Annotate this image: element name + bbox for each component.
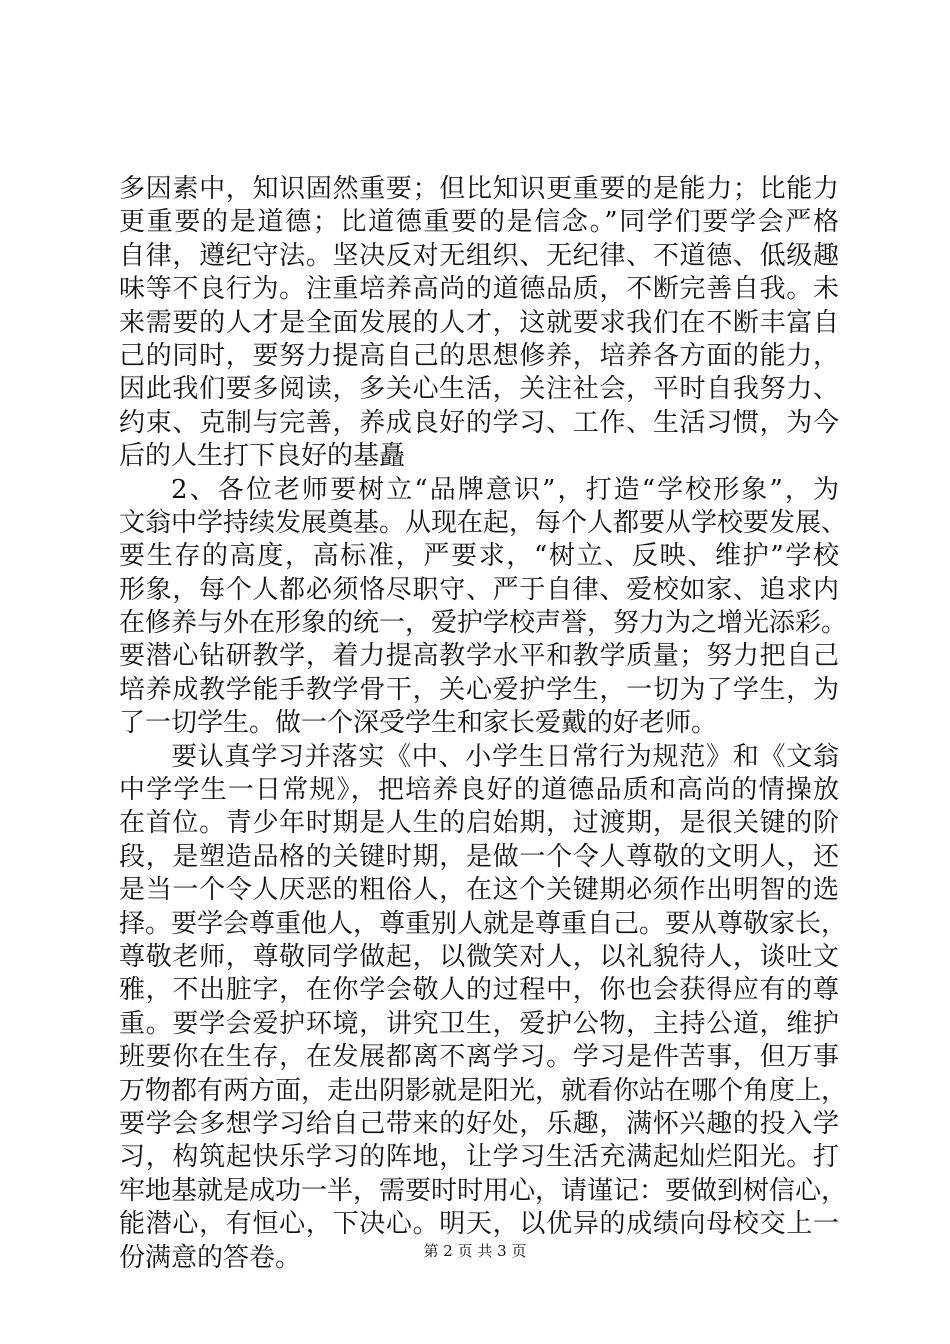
text-line: 牢地基就是成功一半，需要时时用心，请谨记：要做到树信心，: [119, 1175, 848, 1206]
text-line: 形象，每个人都必须恪尽职守、严于自律、爱校如家、追求内: [119, 574, 839, 605]
text-line: 多因素中，知识固然重要；但比知识更重要的是能力；比能力: [119, 174, 839, 204]
text-line: 因此我们要多阅读，多关心生活，关注社会，平时自我努力、: [119, 374, 839, 405]
text-line: 了一切学生。做一个深受学生和家长爱戴的好老师。: [119, 708, 718, 739]
text-line: 段，是塑造品格的关键时期，是做一个令人尊敬的文明人，还: [119, 841, 839, 872]
text-line: 要生存的高度，高标准，严要求，“树立、反映、维护”学校: [119, 541, 839, 572]
text-line: 来需要的人才是全面发展的人才，这就要求我们在不断丰富自: [119, 307, 839, 338]
text-line: 份满意的答卷。: [119, 1242, 302, 1273]
text-line: 要认真学习并落实《中、小学生日常行为规范》和《文翁: [171, 741, 839, 772]
text-line: 重。要学会爱护环境，讲究卫生，爱护公物，主持公道，维护: [119, 1008, 839, 1039]
text-line: 班要你在生存，在发展都离不离学习。学习是件苦事，但万事: [119, 1042, 839, 1073]
text-line: 在修养与外在形象的统一，爱护学校声誉，努力为之增光添彩。: [119, 608, 848, 639]
text-line: 更重要的是道德；比道德重要的是信念。”同学们要学会严格: [119, 207, 839, 238]
text-line: 是当一个令人厌恶的粗俗人，在这个关键期必须作出明智的选: [119, 875, 839, 906]
text-line: 择。要学会尊重他人，尊重别人就是尊重自己。要从尊敬家长，: [119, 908, 848, 939]
page-footer: 第 2 页 共 3 页: [423, 1242, 527, 1260]
text-line: 己的同时，要努力提高自己的思想修养，培养各方面的能力，: [119, 340, 839, 371]
text-line: 习，构筑起快乐学习的阵地，让学习生活充满起灿烂阳光。打: [119, 1142, 839, 1173]
text-line: 文翁中学持续发展奠基。从现在起，每个人都要从学校要发展、: [119, 507, 848, 538]
text-line: 要学会多想学习给自己带来的好处，乐趣，满怀兴趣的投入学: [119, 1108, 839, 1139]
text-line: 尊敬老师，尊敬同学做起，以微笑对人，以礼貌待人，谈吐文: [119, 941, 839, 972]
text-line: 2、各位老师要树立“品牌意识”，打造“学校形象”，为: [171, 474, 839, 505]
text-line: 中学学生一日常规》，把培养良好的道德品质和高尚的情操放: [119, 775, 839, 806]
text-line: 雅，不出脏字，在你学会敬人的过程中，你也会获得应有的尊: [119, 975, 839, 1006]
text-line: 在首位。青少年时期是人生的启始期，过渡期，是很关键的阶: [119, 808, 839, 839]
document-body: [119, 173, 848, 1275]
text-line: 要潜心钻研教学，着力提高教学水平和教学质量；努力把自己: [119, 641, 839, 672]
text-line: 约束、克制与完善，养成良好的学习、工作、生活习惯，为今: [119, 407, 839, 438]
text-line: 味等不良行为。注重培养高尚的道德品质，不断完善自我。未: [119, 274, 839, 305]
text-line: 能潜心，有恒心，下决心。明天，以优异的成绩向母校交上一: [119, 1209, 839, 1240]
text-line: 培养成教学能手教学骨干，关心爱护学生，一切为了学生，为: [119, 674, 839, 705]
text-line: 万物都有两方面，走出阴影就是阳光，就看你站在哪个角度上，: [119, 1075, 848, 1106]
text-line: 自律，遵纪守法。坚决反对无组织、无纪律、不道德、低级趣: [119, 240, 839, 271]
text-line: 后的人生打下良好的基矗: [119, 441, 406, 472]
